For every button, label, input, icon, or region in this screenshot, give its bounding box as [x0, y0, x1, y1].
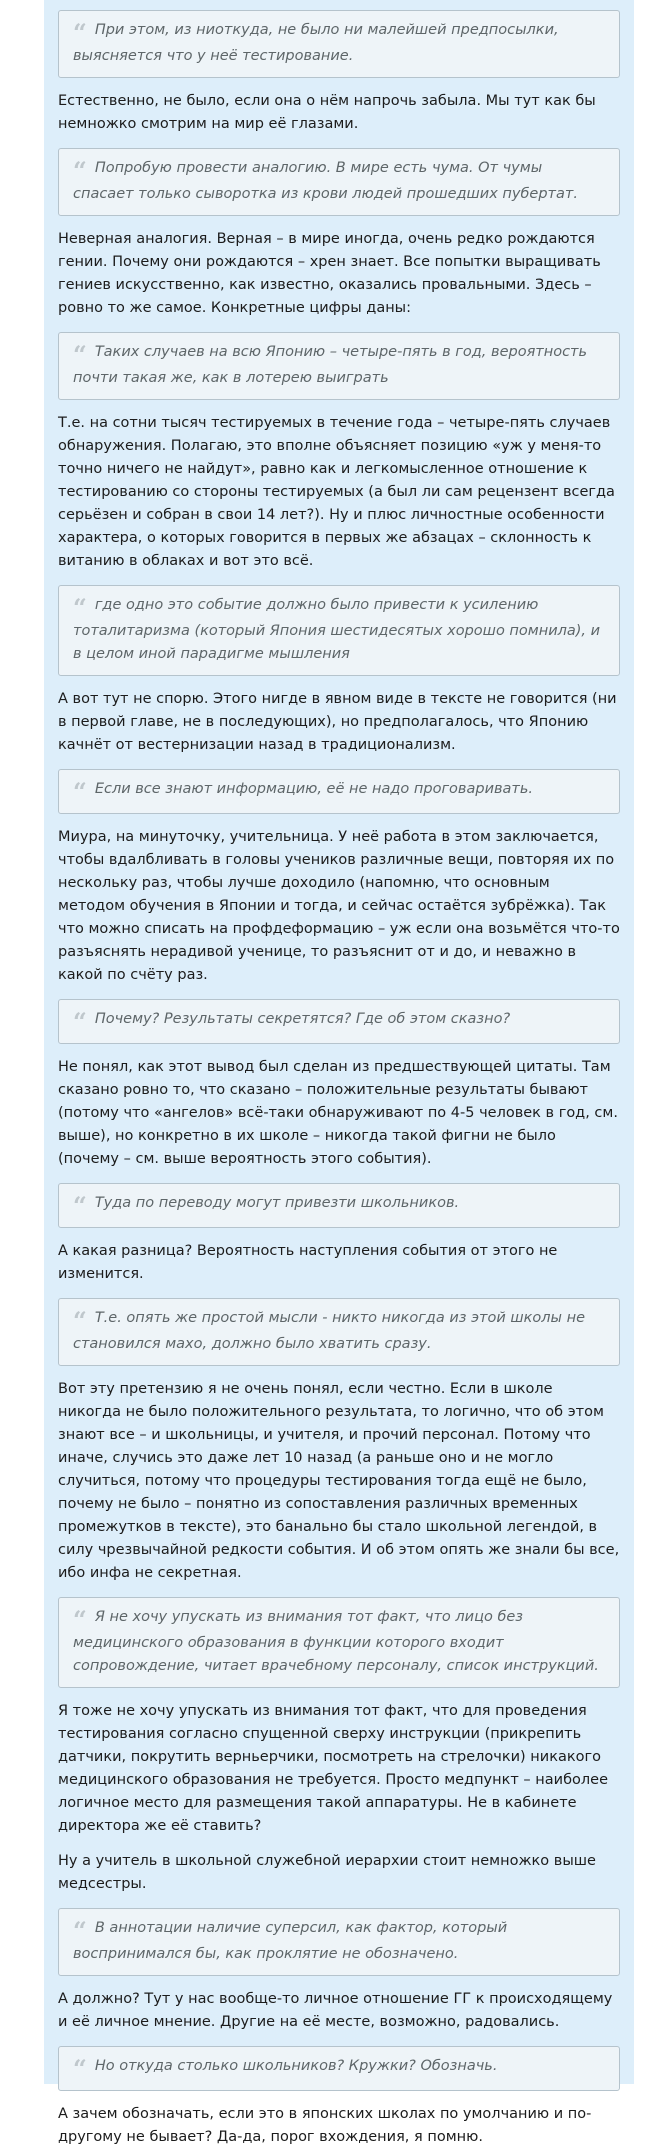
reply-paragraph: Неверная аналогия. Верная – в мире иногда, очень редко рождаются гении. Почему они рождаются – хрен знает. Все попытки выращивать гениев искусственно, как известно, оказались провальными. Здесь – ровно то же самое. Конкретные цифры даны: — [58, 231, 601, 316]
quote-block — [58, 1183, 620, 1228]
quote-icon: “ — [73, 1916, 87, 1945]
quote-block — [58, 332, 620, 400]
reply-paragraph: Т.е. на сотни тысяч тестируемых в течение года – четыре-пять случаев обнаружения. Полагаю, это вполне объясняет позицию «уж у меня-то точно ничего не найдут», равно как и легкомысленное отношение к тестированию со стороны тестируемых (а был ли сам рецензент всегда серьёзен и собран в свои 14 лет?). Ну и плюс личностные особенности характера, о которых говорится в первых же абзацах – склонность к витанию в облаках и вот это всё. — [58, 415, 615, 569]
quote-block — [58, 1298, 620, 1366]
reply-paragraph: А вот тут не спорю. Этого нигде в явном виде в тексте не говорится (ни в первой главе, не в последующих), но предполагалось, что Японию качнёт от вестернизации назад в традиционализм. — [58, 691, 617, 753]
quote-block — [58, 1908, 620, 1976]
quote-text: Почему? Результаты секретятся? Где об этом сказно? — [94, 1011, 511, 1027]
quote-icon: “ — [73, 1191, 87, 1220]
quote-block — [58, 1597, 620, 1688]
comment-thread — [44, 0, 634, 2145]
quote-block — [58, 585, 620, 676]
quote-icon: “ — [73, 340, 87, 369]
quote-text: Если все знают информацию, её не надо проговаривать. — [94, 781, 534, 797]
reply-paragraph: Ну а учитель в школьной служебной иерархии стоит немножко выше медсестры. — [58, 1853, 596, 1892]
quote-text: Таких случаев на всю Японию – четыре-пять в год, вероятность почти такая же, как в лотерею выиграть — [73, 344, 588, 386]
quote-text: При этом, из ниоткуда, не было ни малейшей предпосылки, выясняется что у неё тестирование. — [73, 22, 559, 64]
reply-paragraph: Миура, на минуточку, учительница. У неё работа в этом заключается, чтобы вдалбливать в головы учеников различные вещи, повторяя их по нескольку раз, чтобы лучше доходило (напомню, что основным методом обучения в Японии и тогда, и сейчас остаётся зубрёжка). Так что можно списать на профдеформацию – уж если она возьмётся что-то разъяснять нерадивой ученице, то разъяснит от и до, и неважно в какой по счёту раз. — [58, 829, 620, 983]
quote-text: Я не хочу упускать из внимания тот факт, что лицо без медицинского образования в функции которого входит сопровождение, читает врачебному персоналу, список инструкций. — [73, 1609, 599, 1674]
quote-block — [58, 148, 620, 216]
quote-text: где одно это событие должно было привести к усилению тоталитаризма (который Япония шестидесятых хорошо помнила), и в целом иной парадигме мышления — [73, 597, 601, 662]
quote-text: Туда по переводу могут привезти школьников. — [94, 1195, 460, 1211]
quote-icon: “ — [73, 1007, 87, 1036]
quote-text: Т.е. опять же простой мысли - никто никогда из этой школы не становился махо, должно было хватить сразу. — [73, 1310, 586, 1352]
quote-icon: “ — [73, 1605, 87, 1634]
quote-block — [58, 999, 620, 1044]
quote-icon: “ — [73, 18, 87, 47]
reply-paragraph: Я тоже не хочу упускать из внимания тот факт, что для проведения тестирования согласно спущенной сверху инструкции (прикрепить датчики, покрутить верньерчики, посмотреть на стрелочки) никакого медицинского образования не требуется. Просто медпункт – наиболее логичное место для размещения такой аппаратуры. Не в кабинете директора же её ставить? — [58, 1703, 609, 1834]
quote-icon: “ — [73, 156, 87, 185]
quote-text: Но откуда столько школьников? Кружки? Обозначь. — [94, 2058, 498, 2074]
quote-block — [58, 769, 620, 814]
quote-text: Попробую провести аналогию. В мире есть чума. От чумы спасает только сыворотка из крови людей прошедших пубертат. — [73, 160, 578, 202]
reply-paragraph: А должно? Тут у нас вообще-то личное отношение ГГ к происходящему и её личное мнение. Другие на её месте, возможно, радовались. — [58, 1991, 613, 2030]
quote-block — [58, 10, 620, 78]
reply-paragraph: А зачем обозначать, если это в японских школах по умолчанию и по-другому не бывает? Да-да, порог вхождения, я помню. — [58, 2106, 592, 2145]
reply-paragraph: Вот эту претензию я не очень понял, если честно. Если в школе никогда не было положительного результата, то логично, что об этом знают все – и школьницы, и учителя, и прочий персонал. Потому что иначе, случись это даже лет 10 назад (а раньше оно и не могло случиться, потому что процедуры тестирования тогда ещё не было, почему не было – понятно из сопоставления различных временных промежутков в тексте), это банально бы стало школьной легендой, в силу чрезвычайной редкости события. И об этом опять же знали бы все, ибо инфа не секретная. — [58, 1381, 620, 1581]
quote-icon: “ — [73, 593, 87, 622]
quote-icon: “ — [73, 1306, 87, 1335]
quote-icon: “ — [73, 777, 87, 806]
reply-paragraph: А какая разница? Вероятность наступления события от этого не изменится. — [58, 1243, 558, 1282]
quote-text: В аннотации наличие суперсил, как фактор, который воспринимался бы, как проклятие не обозначено. — [73, 1920, 508, 1962]
reply-paragraph: Не понял, как этот вывод был сделан из предшествующей цитаты. Там сказано ровно то, что сказано – положительные результаты бывают (потому что «ангелов» всё-таки обнаруживают по 4-5 человек в год, см. выше), но конкретно в их школе – никогда такой фигни не было (почему – см. выше вероятность этого события). — [58, 1059, 618, 1167]
quote-icon: “ — [73, 2054, 87, 2083]
quote-block — [58, 2046, 620, 2091]
reply-paragraph: Естественно, не было, если она о нём напрочь забыла. Мы тут как бы немножко смотрим на мир её глазами. — [58, 93, 596, 132]
